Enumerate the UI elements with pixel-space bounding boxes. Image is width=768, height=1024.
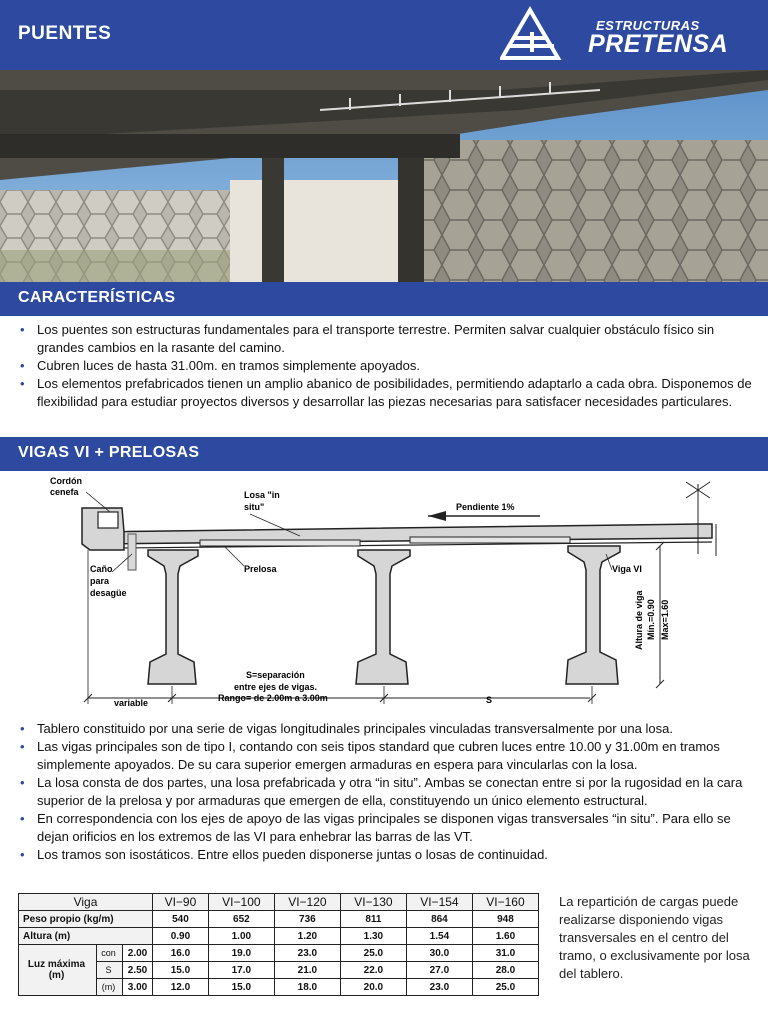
table-cell: 948 <box>472 911 538 928</box>
s-value: 3.00 <box>123 979 153 996</box>
table-header: VI−90 <box>153 894 209 911</box>
page-title: PUENTES <box>18 23 112 44</box>
bridge-section-diagram <box>0 474 768 714</box>
table-row <box>19 962 539 979</box>
caracteristicas-list <box>18 321 758 411</box>
list-item: • Los puentes son estructuras fundamentales para el transporte terrestre. Permiten salvar cualquier obstáculo físico sin grandes cambios en la rasante del camino. <box>18 321 758 357</box>
label-cordon: Cordón <box>50 476 82 486</box>
table-row <box>19 911 539 928</box>
label-cano-1: Caño <box>90 564 113 574</box>
table-row <box>19 945 539 962</box>
label-separacion-3: Rango= de 2.00m a 3.00m <box>218 693 328 703</box>
table-header: VI−160 <box>472 894 538 911</box>
table-cell: 31.0 <box>472 945 538 962</box>
table-cell: 22.0 <box>340 962 406 979</box>
table-cell: 0.90 <box>153 928 209 945</box>
label-viga-vi: Viga VI <box>612 564 642 574</box>
table-cell: 652 <box>208 911 274 928</box>
table-header-row <box>19 894 539 911</box>
label-cano-3: desagüe <box>90 588 127 598</box>
table-cell: 25.0 <box>472 979 538 996</box>
table-cell: 12.0 <box>153 979 209 996</box>
vigas-spec-table <box>18 893 539 996</box>
row-label: Altura (m) <box>19 928 153 945</box>
table-cell: 1.60 <box>472 928 538 945</box>
table-cell: 28.0 <box>472 962 538 979</box>
table-cell: 1.20 <box>274 928 340 945</box>
page-header <box>0 0 768 70</box>
list-item: • La losa consta de dos partes, una losa prefabricada y otra “in situ”. Ambas se conectan entre si por la rugosidad en la cara superior de la prelosa y por armaduras que emergen de ella, constituyendo un único elemento estructural. <box>18 774 758 810</box>
table-cell: 1.30 <box>340 928 406 945</box>
table-cell: 23.0 <box>406 979 472 996</box>
label-cano-2: para <box>90 576 110 586</box>
table-cell: 27.0 <box>406 962 472 979</box>
table-cell: 21.0 <box>274 962 340 979</box>
table-cell: 23.0 <box>274 945 340 962</box>
table-row <box>19 979 539 996</box>
table-cell: 17.0 <box>208 962 274 979</box>
list-item: • Los elementos prefabricados tienen un amplio abanico de posibilidades, permitiendo adaptarlo a cada obra. Disponemos de flexibilidad para estudiar proyectos diversos y desarrollar las piezas necesarias para satisfacer necesidades particulares. <box>18 375 758 411</box>
load-distribution-note: La repartición de cargas puede realizarse disponiendo vigas transversales en el centro del tramo, o exclusivamente por losa del tablero. <box>559 894 750 981</box>
label-prelosa: Prelosa <box>244 564 277 574</box>
table-cell: 811 <box>340 911 406 928</box>
vigas-list <box>18 720 758 864</box>
label-losa-1: Losa "in <box>244 490 280 500</box>
table-cell: 864 <box>406 911 472 928</box>
label-separacion-1: S=separación <box>246 670 305 680</box>
table-cell: 1.00 <box>208 928 274 945</box>
bridge-photo <box>0 70 768 282</box>
table-header: VI−154 <box>406 894 472 911</box>
s-label: S <box>97 962 123 979</box>
list-item: • Las vigas principales son de tipo I, contando con seis tipos standard que cubren luces entre 10.00 y 31.00m en tramos simplemente apoyados. De su cara superior emergen armaduras en espera para vincularlas con la losa. <box>18 738 758 774</box>
company-logo <box>500 6 760 64</box>
label-altura-viga: Altura de viga <box>634 590 644 650</box>
logo-brand: PRETENSA <box>588 30 729 58</box>
table-header: VI−120 <box>274 894 340 911</box>
con-label: con <box>97 945 123 962</box>
table-cell: 736 <box>274 911 340 928</box>
table-header: VI−100 <box>208 894 274 911</box>
label-cenefa: cenefa <box>50 487 79 497</box>
table-row <box>19 928 539 945</box>
list-item: • En correspondencia con los ejes de apoyo de las vigas principales se disponen vigas transversales “in situ”. Para ello se dejan orificios en los extremos de las VI para enhebrar las barras de las VT. <box>18 810 758 846</box>
logo-triangle-icon <box>500 6 590 64</box>
list-item: • Cubren luces de hasta 31.00m. en tramos simplemente apoyados. <box>18 357 758 375</box>
s-value: 2.50 <box>123 962 153 979</box>
table-cell: 25.0 <box>340 945 406 962</box>
label-variable: variable <box>114 698 149 708</box>
row-label <box>19 945 97 996</box>
luz-label-2: (m) <box>48 970 65 981</box>
list-item: • Tablero constituido por una serie de vigas longitudinales principales vinculadas transversalmente por una losa. <box>18 720 758 738</box>
label-altura-min: Mín.=0.90 <box>646 599 656 640</box>
luz-label-1: Luz máxima <box>27 959 86 970</box>
logo-subtitle: ESTRUCTURAS <box>596 18 700 33</box>
table-cell: 18.0 <box>274 979 340 996</box>
table-cell: 15.0 <box>208 979 274 996</box>
table-cell: 540 <box>153 911 209 928</box>
label-s: S <box>486 695 493 705</box>
section-title: CARACTERÍSTICAS <box>18 289 176 306</box>
list-item: • Los tramos son isostáticos. Entre ellos pueden disponerse juntas o losas de continuidad. <box>18 846 758 864</box>
table-header: Viga <box>19 894 153 911</box>
label-altura-max: Max=1.60 <box>660 599 670 640</box>
table-cell: 20.0 <box>340 979 406 996</box>
table-header: VI−130 <box>340 894 406 911</box>
section-caracteristicas <box>0 282 768 316</box>
m-label: (m) <box>97 979 123 996</box>
table-cell: 16.0 <box>153 945 209 962</box>
s-value: 2.00 <box>123 945 153 962</box>
label-losa-2: situ" <box>244 502 265 512</box>
label-pendiente: Pendiente 1% <box>456 502 515 512</box>
table-cell: 15.0 <box>153 962 209 979</box>
table-cell: 30.0 <box>406 945 472 962</box>
section-vigas <box>0 437 768 471</box>
row-label: Peso propio (kg/m) <box>19 911 153 928</box>
table-cell: 19.0 <box>208 945 274 962</box>
table-cell: 1.54 <box>406 928 472 945</box>
label-separacion-2: entre ejes de vigas. <box>234 682 318 692</box>
section-title: VIGAS VI + PRELOSAS <box>18 444 200 461</box>
